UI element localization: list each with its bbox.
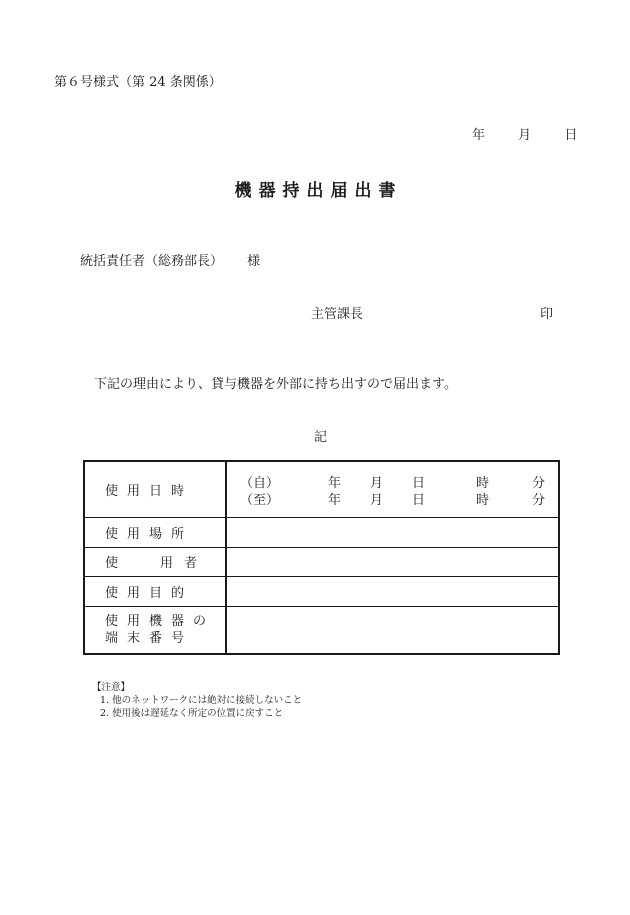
datetime-from-row xyxy=(227,472,558,492)
usage-place-label: 使用場所 xyxy=(84,517,226,547)
ki-heading: 記 xyxy=(314,430,328,445)
addressee xyxy=(80,250,260,269)
table-row-terminal xyxy=(84,606,559,654)
table-row-user xyxy=(84,547,559,576)
form-number: 第６号様式（第 24 条関係） xyxy=(54,75,222,90)
terminal-field[interactable] xyxy=(226,606,559,654)
to-hour: 時 xyxy=(476,493,490,509)
user-label: 使 用 者 xyxy=(84,547,226,576)
table-row-purpose xyxy=(84,576,559,606)
user-field[interactable] xyxy=(226,547,559,576)
document-title: 機器持出届出書 xyxy=(234,181,403,201)
table-row-usage-place xyxy=(84,517,559,547)
notes xyxy=(92,681,302,720)
usage-datetime-field[interactable] xyxy=(226,461,559,517)
from-prefix: （自） xyxy=(240,476,280,492)
note-item: 2. 使用後は遅延なく所定の位置に戻すこと xyxy=(100,708,284,719)
notes-heading: 【注意】 xyxy=(92,682,131,693)
to-prefix: （至） xyxy=(240,493,280,509)
to-month: 月 xyxy=(370,493,384,509)
note-item: 1. 他のネットワークには絶対に接続しないこと xyxy=(100,695,303,706)
datetime-to-row xyxy=(227,489,558,509)
seal-mark: 印 xyxy=(540,307,554,322)
request-form-table xyxy=(83,460,560,655)
body-text: 下記の理由により、貸与機器を外部に持ち出すので届出ます。 xyxy=(94,377,457,392)
to-day: 日 xyxy=(412,493,426,509)
date-day: 日 xyxy=(564,128,578,143)
from-month: 月 xyxy=(370,476,384,492)
table-row-usage-datetime xyxy=(84,461,559,517)
purpose-field[interactable] xyxy=(226,576,559,606)
date-month: 月 xyxy=(518,128,532,143)
from-day: 日 xyxy=(412,476,426,492)
manager-label: 主管課長 xyxy=(311,307,364,322)
from-minute: 分 xyxy=(532,476,546,492)
date-line xyxy=(472,124,577,143)
from-hour: 時 xyxy=(476,476,490,492)
to-minute: 分 xyxy=(532,493,546,509)
terminal-label: 使用機器の 端末番号 xyxy=(84,606,226,654)
usage-datetime-label: 使用日時 xyxy=(84,461,226,517)
addressee-name: 統括責任者（総務部長） xyxy=(80,254,224,269)
date-year: 年 xyxy=(472,128,486,143)
from-year: 年 xyxy=(328,476,342,492)
purpose-label: 使用目的 xyxy=(84,576,226,606)
usage-place-field[interactable] xyxy=(226,517,559,547)
to-year: 年 xyxy=(328,493,342,509)
addressee-honorific: 様 xyxy=(247,254,261,269)
